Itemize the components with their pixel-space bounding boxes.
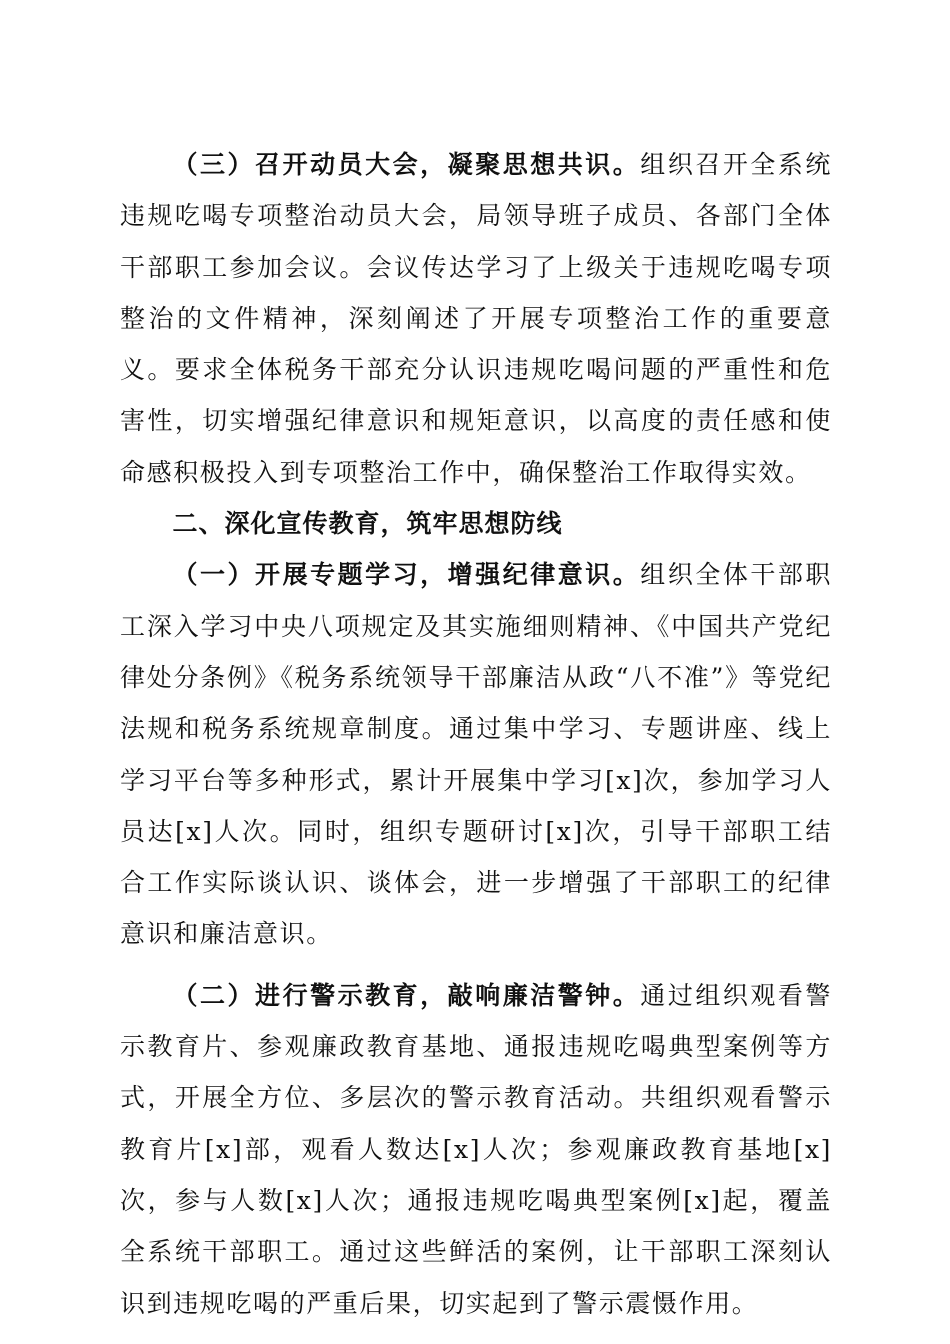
document-body	[120, 139, 832, 1329]
paragraph-heading: （三）召开动员大会，凝聚思想共识。	[172, 150, 641, 179]
paragraph-heading: （一）开展专题学习，增强纪律意识。	[172, 560, 641, 590]
paragraph-section-3	[120, 139, 832, 498]
paragraph-part-2-item-2	[120, 970, 832, 1329]
paragraph-text: 通过组织观看警示教育片、参观廉政教育基地、通报违规吃喝典型案例等方式，开展全方位、多层次的警示教育活动。共组织观看警示教育片[x]部，观看人数达[x]人次；参观廉政教育基地[x]次，参与人数[x]人次；通报违规吃喝典型案例[x]起，覆盖全系统干部职工。通过这些鲜活的案例，让干部职工深刻认识到违规吃喝的严重后果，切实起到了警示震慑作用。	[120, 980, 833, 1318]
section-heading-2: 二、深化宣传教育，筑牢思想防线	[172, 509, 563, 539]
paragraph-heading: （二）进行警示教育，敲响廉洁警钟。	[172, 980, 641, 1010]
paragraph-text: 组织召开全系统违规吃喝专项整治动员大会，局领导班子成员、各部门全体干部职工参加会议。会议传达学习了上级关于违规吃喝专项整治的文件精神，深刻阐述了开展专项整治工作的重要意义。要求全体税务干部充分认识违规吃喝问题的严重性和危害性，切实增强纪律意识和规矩意识，以高度的责任感和使命感积极投入到专项整治工作中，确保整治工作取得实效。	[120, 150, 833, 487]
paragraph-text: 组织全体干部职工深入学习中央八项规定及其实施细则精神、《中国共产党纪律处分条例》《税务系统领导干部廉洁从政“八不准”》等党纪法规和税务系统规章制度。通过集中学习、专题讲座、线上学习平台等多种形式，累计开展集中学习[x]次，参加学习人员达[x]人次。同时，组织专题研讨[x]次，引导干部职工结合工作实际谈认识、谈体会，进一步增强了干部职工的纪律意识和廉洁意识。	[120, 560, 833, 949]
paragraph-spacer	[120, 960, 832, 970]
paragraph-part-2-item-1	[120, 549, 832, 959]
